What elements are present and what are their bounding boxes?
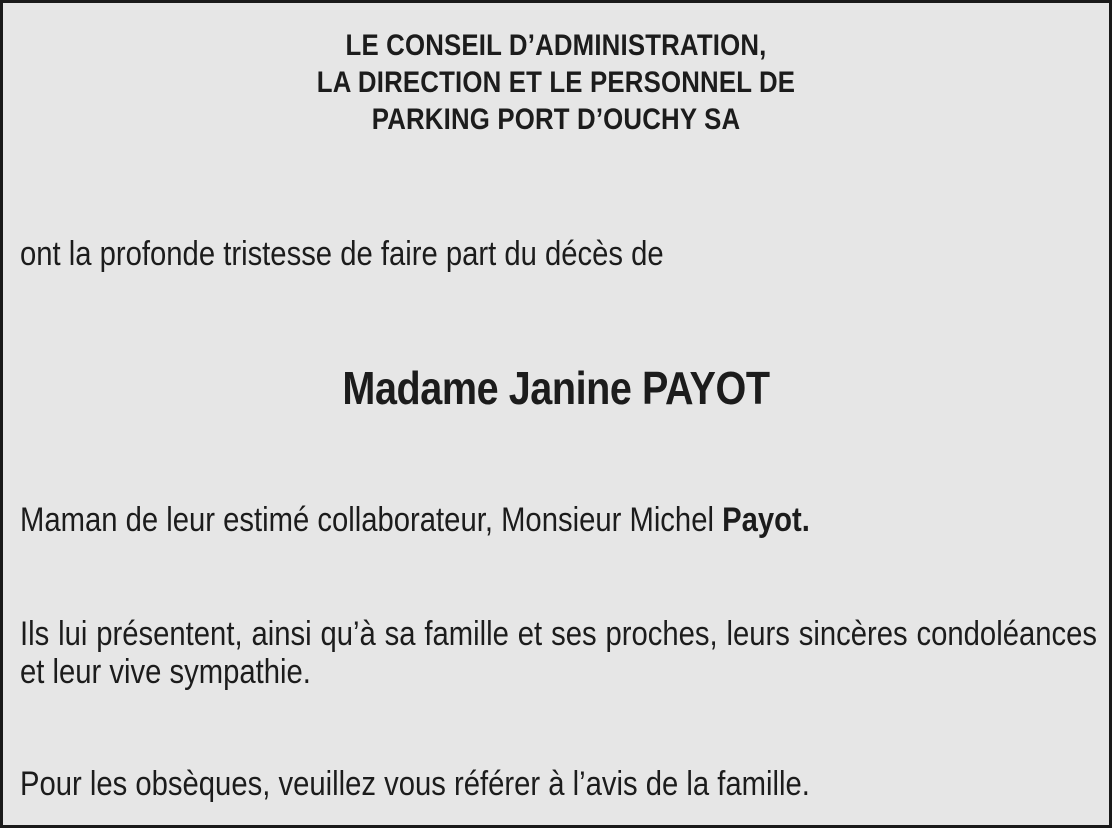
relation-bold-name: Payot. — [722, 501, 810, 539]
header-line-2: LA DIRECTION ET LE PERSONNEL DE — [316, 66, 796, 99]
condolences-paragraph: Ils lui présentent, ainsi qu’à sa famille et ses proches, leurs sincères condoléances et leur vive sympathie. — [20, 615, 1097, 691]
announcement-text: ont la profonde tristesse de faire part du décès de — [20, 235, 664, 273]
funeral-note: Pour les obsèques, veuillez vous référer à l’avis de la famille. — [20, 765, 810, 803]
notice-header — [80, 27, 1031, 138]
deceased-name: Madame Janine PAYOT — [342, 362, 770, 414]
relation-paragraph — [20, 501, 1097, 539]
header-line-3: PARKING PORT D’OUCHY SA — [371, 103, 741, 136]
header-line-1: LE CONSEIL D’ADMINISTRATION, — [345, 29, 767, 62]
relation-text: Maman de leur estimé collaborateur, Monsieur Michel — [20, 501, 723, 539]
